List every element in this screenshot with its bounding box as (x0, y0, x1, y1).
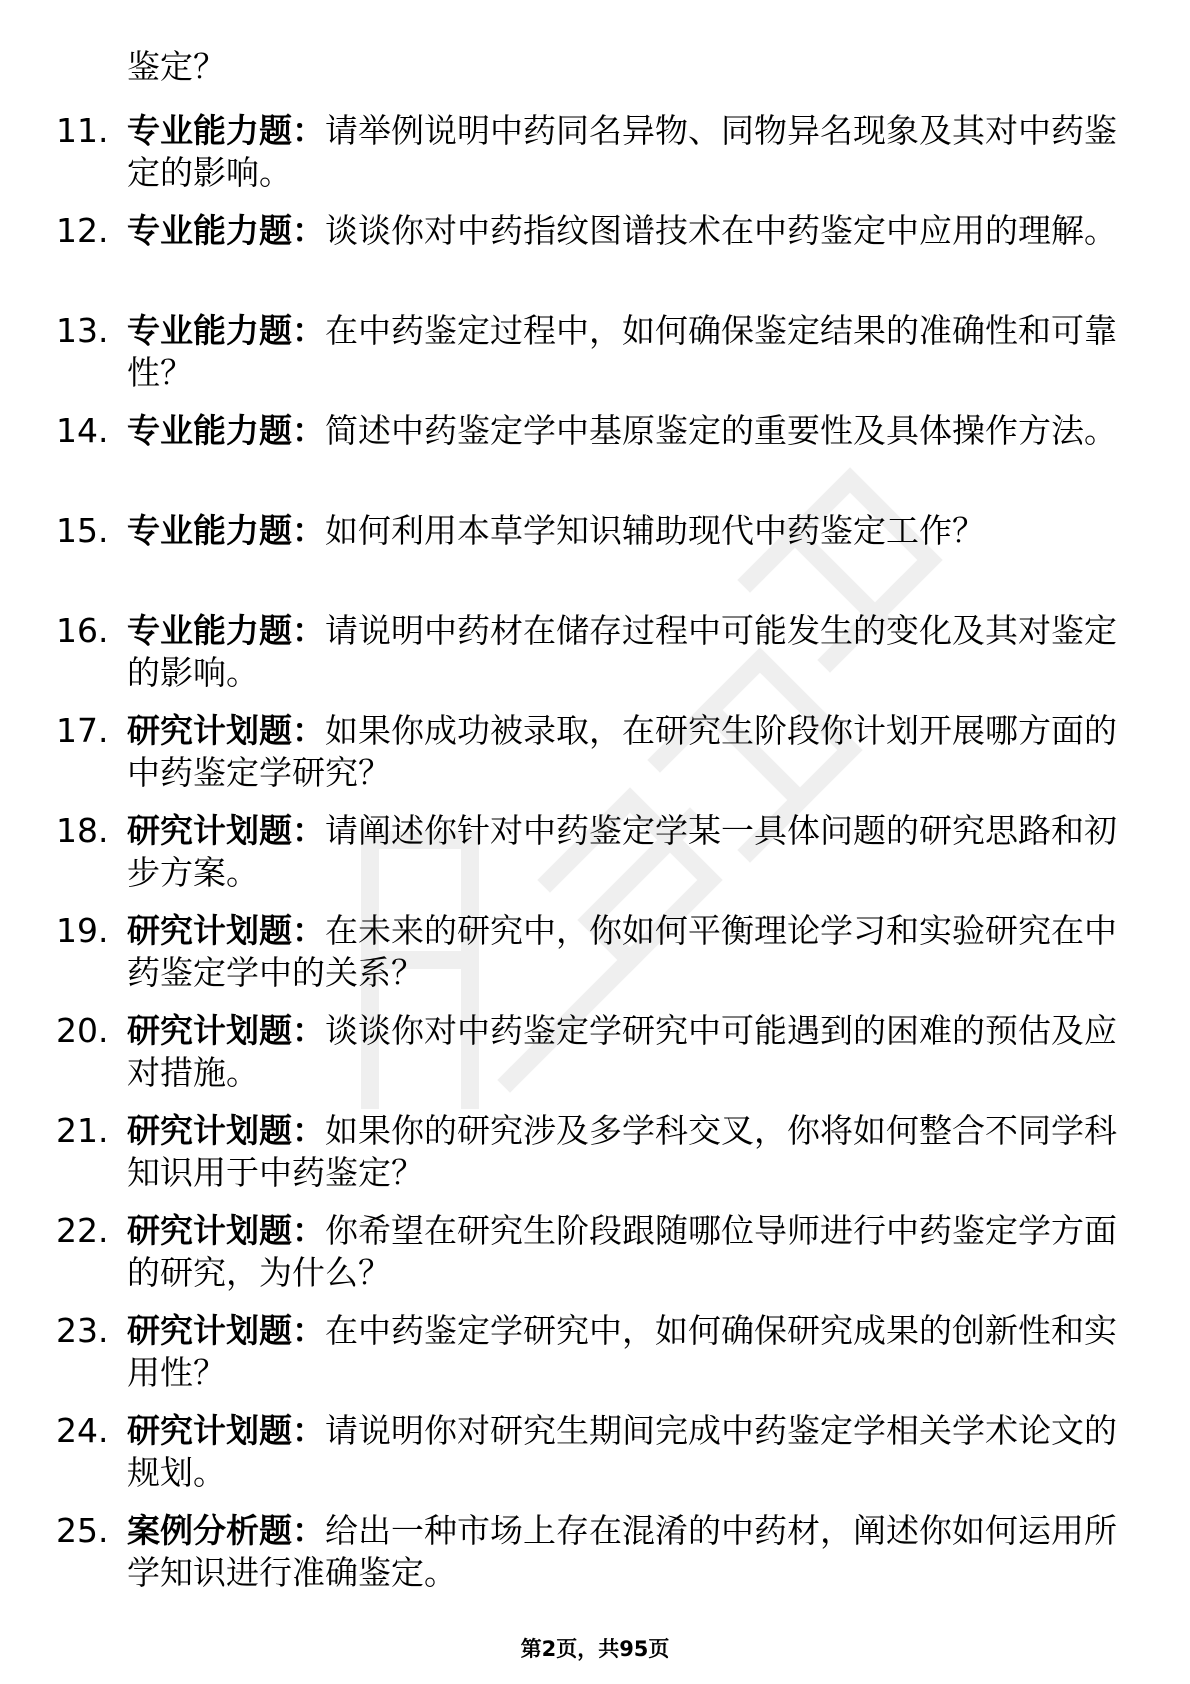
question-text: 请阐述你针对中药鉴定学某一具体问题的研究思路和初步方案。 (127, 811, 1117, 892)
question-text: 简述中药鉴定学中基原鉴定的重要性及具体操作方法。 (325, 411, 1117, 450)
question-category: 案例分析题： (127, 1511, 325, 1550)
question-body (127, 1010, 1117, 1094)
question-item (0, 910, 1190, 1010)
question-category: 专业能力题： (127, 211, 325, 250)
question-item (0, 710, 1190, 810)
question-number: 19. (56, 911, 109, 950)
question-body (127, 1310, 1117, 1394)
page-footer: 第2页，共95页 (520, 1637, 670, 1661)
question-category: 研究计划题： (127, 811, 325, 850)
question-number: 16. (56, 611, 109, 650)
question-text: 你希望在研究生阶段跟随哪位导师进行中药鉴定学方面的研究，为什么？ (127, 1211, 1117, 1292)
question-item (0, 1110, 1190, 1210)
question-text: 在中药鉴定过程中，如何确保鉴定结果的准确性和可靠性？ (127, 311, 1117, 392)
question-category: 专业能力题： (127, 611, 325, 650)
question-category: 研究计划题： (127, 1311, 325, 1350)
question-category: 专业能力题： (127, 111, 325, 150)
question-category: 研究计划题： (127, 1411, 325, 1450)
question-text: 在中药鉴定学研究中，如何确保研究成果的创新性和实用性？ (127, 1311, 1117, 1392)
question-number: 12. (56, 211, 109, 250)
question-number: 25. (56, 1511, 109, 1550)
question-category: 专业能力题： (127, 411, 325, 450)
question-item (0, 1410, 1190, 1510)
question-item (0, 510, 1190, 610)
question-item (0, 810, 1190, 910)
question-body (127, 710, 1117, 794)
question-text: 谈谈你对中药鉴定学研究中可能遇到的困难的预估及应对措施。 (127, 1011, 1117, 1092)
question-number: 22. (56, 1211, 109, 1250)
question-text: 请举例说明中药同名异物、同物异名现象及其对中药鉴定的影响。 (127, 111, 1117, 192)
question-number: 20. (56, 1011, 109, 1050)
question-number: 14. (56, 411, 109, 450)
question-body (127, 1210, 1117, 1294)
question-number: 15. (56, 511, 109, 550)
question-category: 研究计划题： (127, 1211, 325, 1250)
question-text: 如果你成功被录取，在研究生阶段你计划开展哪方面的中药鉴定学研究？ (127, 711, 1117, 792)
question-item (0, 310, 1190, 410)
question-body (127, 1410, 1117, 1494)
question-number: 21. (56, 1111, 109, 1150)
question-text: 如果你的研究涉及多学科交叉，你将如何整合不同学科知识用于中药鉴定？ (127, 1111, 1117, 1192)
question-body (127, 410, 1117, 452)
question-item (0, 1010, 1190, 1110)
question-item (0, 610, 1190, 710)
question-body (127, 510, 1117, 552)
question-item (0, 1210, 1190, 1310)
question-item (0, 410, 1190, 510)
question-text: 请说明中药材在储存过程中可能发生的变化及其对鉴定的影响。 (127, 611, 1117, 692)
question-text: 在未来的研究中，你如何平衡理论学习和实验研究在中药鉴定学中的关系？ (127, 911, 1117, 992)
question-number: 24. (56, 1411, 109, 1450)
question-category: 研究计划题： (127, 1011, 325, 1050)
question-body (127, 910, 1117, 994)
question-category: 研究计划题： (127, 1111, 325, 1150)
question-item (0, 110, 1190, 210)
question-body (127, 210, 1117, 252)
question-body (127, 610, 1117, 694)
question-text: 给出一种市场上存在混淆的中药材，阐述你如何运用所学知识进行准确鉴定。 (127, 1511, 1117, 1592)
question-body (127, 110, 1117, 194)
continued-question-text: 鉴定？ (127, 47, 226, 86)
question-number: 13. (56, 311, 109, 350)
question-category: 研究计划题： (127, 911, 325, 950)
question-text: 如何利用本草学知识辅助现代中药鉴定工作？ (325, 511, 985, 550)
question-item (0, 1510, 1190, 1610)
question-body (127, 810, 1117, 894)
question-text: 请说明你对研究生期间完成中药鉴定学相关学术论文的规划。 (127, 1411, 1117, 1492)
question-text: 谈谈你对中药指纹图谱技术在中药鉴定中应用的理解。 (325, 211, 1117, 250)
question-number: 17. (56, 711, 109, 750)
question-category: 专业能力题： (127, 311, 325, 350)
question-body (127, 310, 1117, 394)
question-category: 研究计划题： (127, 711, 325, 750)
question-category: 专业能力题： (127, 511, 325, 550)
question-body (127, 1510, 1117, 1594)
question-body (127, 1110, 1117, 1194)
question-list (0, 110, 1190, 1610)
question-number: 11. (56, 111, 109, 150)
question-item (0, 210, 1190, 310)
question-item (0, 1310, 1190, 1410)
question-number: 18. (56, 811, 109, 850)
question-number: 23. (56, 1311, 109, 1350)
